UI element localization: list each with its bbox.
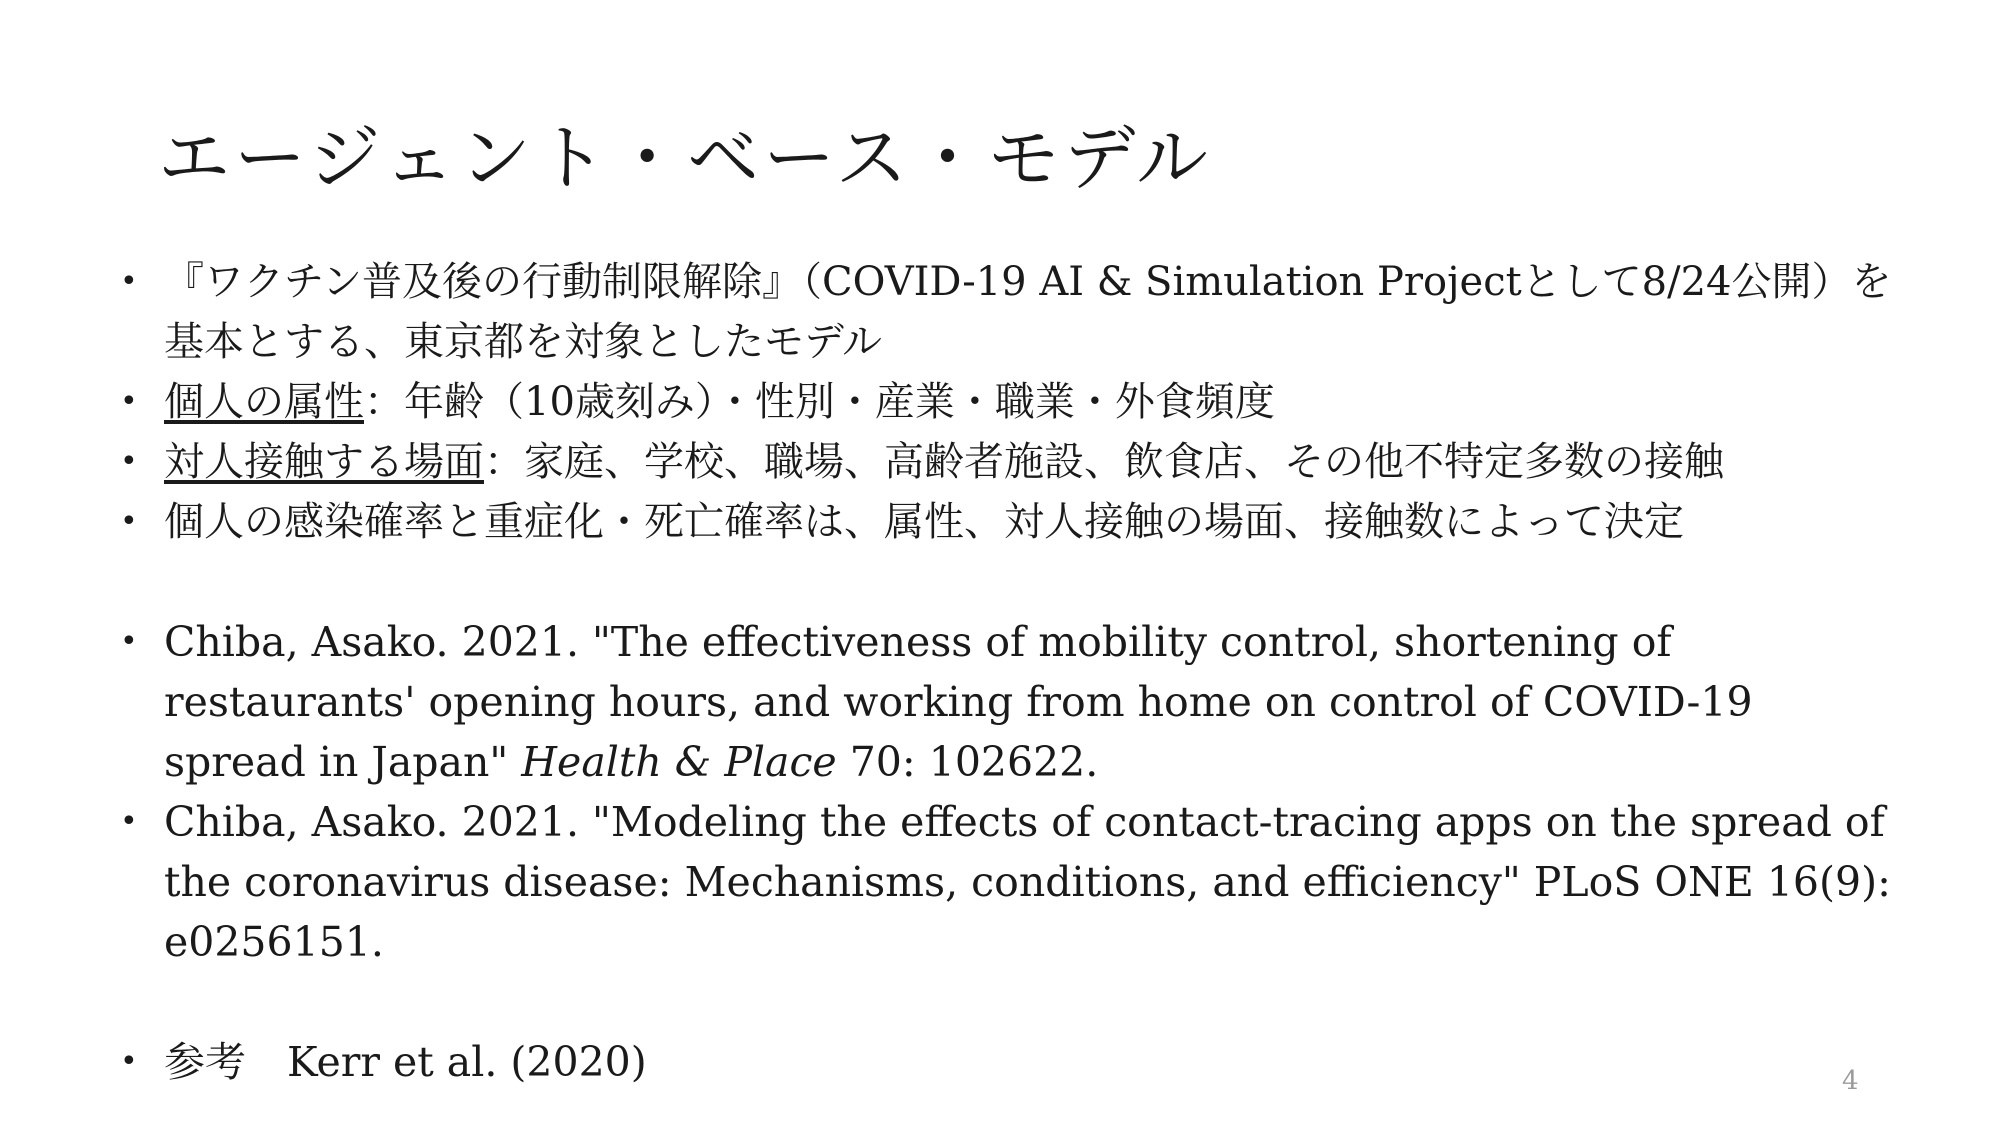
bullet-marker: • bbox=[120, 624, 138, 659]
bullet-text: 『ワクチン普及後の行動制限解除』（COVID-19 AI & Simulation Projectとして8/24公開）を基本とする、東京都を対象としたモデル bbox=[164, 259, 1892, 365]
bullet-marker: • bbox=[120, 264, 138, 299]
bullet-marker: • bbox=[120, 1044, 138, 1079]
page-number: 4 bbox=[1842, 1066, 1859, 1096]
reference-note: 参考 Kerr et al. (2020) bbox=[164, 1038, 647, 1086]
bullet-text: ：家庭、学校、職場、高齢者施設、飲食店、その他不特定多数の接触 bbox=[484, 439, 1724, 485]
reference-item-chiba-health-place bbox=[112, 612, 1902, 792]
bullet-marker: • bbox=[120, 384, 138, 419]
bullet-marker: • bbox=[120, 444, 138, 479]
bullet-keyword: 対人接触する場面 bbox=[164, 439, 484, 485]
reference-text: Chiba, Asako. 2021. "Modeling the effects of contact-tracing apps on the spread of the coronavirus disease: Mechanisms, conditions, and efficiency" PLoS ONE 16(9): e0256151. bbox=[164, 798, 1891, 966]
reference-text-end: 70: 102622. bbox=[836, 738, 1099, 786]
reference-item-kerr bbox=[112, 1032, 1902, 1092]
bullet-marker: • bbox=[120, 504, 138, 539]
reference-journal: Health & Place bbox=[521, 738, 837, 786]
bullet-text: ：年齢（10歳刻み）・性別・産業・職業・外食頻度 bbox=[364, 379, 1275, 425]
bullet-item-model-basis bbox=[112, 252, 1902, 372]
bullet-marker: • bbox=[120, 804, 138, 839]
bullet-item-probabilities bbox=[112, 492, 1902, 552]
bullet-keyword: 個人の属性 bbox=[164, 379, 364, 425]
bullet-item-individual-attributes bbox=[112, 372, 1902, 432]
reference-text: Chiba, Asako. 2021. "The effectiveness of mobility control, shortening of restaurants' opening hours, and working from home on control of COVID-19 spread in Japan" bbox=[164, 618, 1753, 786]
bullet-text: 個人の感染確率と重症化・死亡確率は、属性、対人接触の場面、接触数によって決定 bbox=[164, 499, 1684, 545]
reference-item-chiba-plos-one bbox=[112, 792, 1902, 972]
bullet-list bbox=[112, 252, 1902, 1092]
bullet-item-contact-settings bbox=[112, 432, 1902, 492]
slide-title: エージェント・ベース・モデル bbox=[158, 116, 1212, 200]
